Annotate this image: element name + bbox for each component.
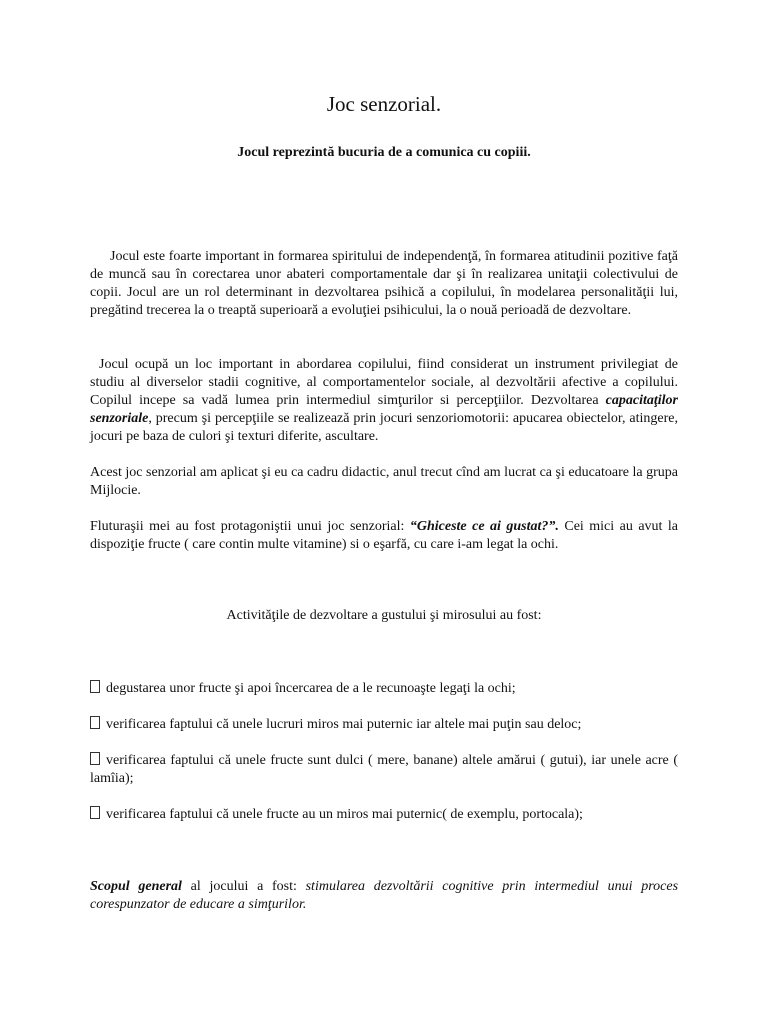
page-title: Joc senzorial. bbox=[326, 92, 442, 116]
list-item-text: verificarea faptului că unele lucruri miros mai puternic iar altele mai puţin sau deloc; bbox=[106, 717, 582, 732]
list-item-text: degustarea unor fructe şi apoi încercarea de a le recunoaşte legaţi la ochi; bbox=[106, 681, 516, 696]
emphasis-text: capacitaţilor senzoriale bbox=[90, 393, 678, 426]
goal-text: stimularea dezvoltării cognitive prin intermediul unui proces corespunzator de educare a simţurilor. bbox=[90, 879, 679, 912]
paragraph-intro: Jocul este foarte important in formarea spiritului de independenţă, în formarea atitudinii pozitive faţă de muncă sau în corectarea unor abateri comportamentale dar şi în realizarea unitaţii colectivului de copii. Jocul are un rol determinant in dezvoltarea psihică a copilului, în modelarea personalităţii lui, pregătind trecerea la o treaptă superioară a evoluţiei psihicului, la o nouă perioadă de dezvoltare. bbox=[90, 249, 678, 318]
paragraph-text: , precum şi percepţiile se realizează prin jocuri senzoriomotorii: apucarea obiectelor, atingere, jocuri pe baza de culori şi texturi diferite, ascultare. bbox=[90, 411, 678, 444]
paragraph-importance bbox=[90, 356, 678, 446]
list-item bbox=[90, 806, 678, 824]
bullet-box-icon bbox=[90, 716, 100, 729]
bullet-box-icon bbox=[90, 806, 100, 819]
paragraph-text: Cei mici au avut la dispoziţie fructe ( care contin multe vitamine) si o eşarfă, cu care i-am legat la ochi. bbox=[90, 519, 679, 552]
bullet-box-icon bbox=[90, 680, 100, 693]
goal-label: Scopul general bbox=[90, 879, 182, 894]
paragraph-text: Jocul ocupă un loc important in abordarea copilului, fiind considerat un instrument privilegiat de studiu al diverselor stadii cognitive, al comportamentelor sociale, al dezvoltării afective a copilului. Copilul incepe sa vadă lumea prin intermediul simţurilor si percepţiilor. Dezvoltarea bbox=[90, 357, 678, 408]
game-name: “Ghiceste ce ai gustat?”. bbox=[409, 519, 559, 534]
list-item bbox=[90, 680, 678, 698]
paragraph-text: Fluturaşii mei au fost protagoniştii unui joc senzorial: bbox=[90, 519, 410, 534]
page-subtitle: Jocul reprezintă bucuria de a comunica cu copiii. bbox=[237, 145, 531, 160]
activities-heading: Activităţile de dezvoltare a gustului şi mirosului au fost: bbox=[226, 608, 542, 623]
paragraph-goal bbox=[90, 878, 678, 914]
paragraph-context: Acest joc senzorial am aplicat şi eu ca cadru didactic, anul trecut cînd am lucrat ca şi educatoare la grupa Mijlocie. bbox=[90, 465, 678, 498]
list-item-text: verificarea faptului că unele fructe sunt dulci ( mere, banane) altele amărui ( gutui), iar unele acre ( lamîia); bbox=[90, 753, 678, 786]
list-item bbox=[90, 752, 678, 788]
bullet-box-icon bbox=[90, 752, 100, 765]
paragraph-text: al jocului a fost: bbox=[181, 879, 306, 894]
list-item-text: verificarea faptului că unele fructe au un miros mai puternic( de exemplu, portocala); bbox=[106, 807, 583, 822]
paragraph-game bbox=[90, 518, 678, 554]
list-item bbox=[90, 716, 678, 734]
